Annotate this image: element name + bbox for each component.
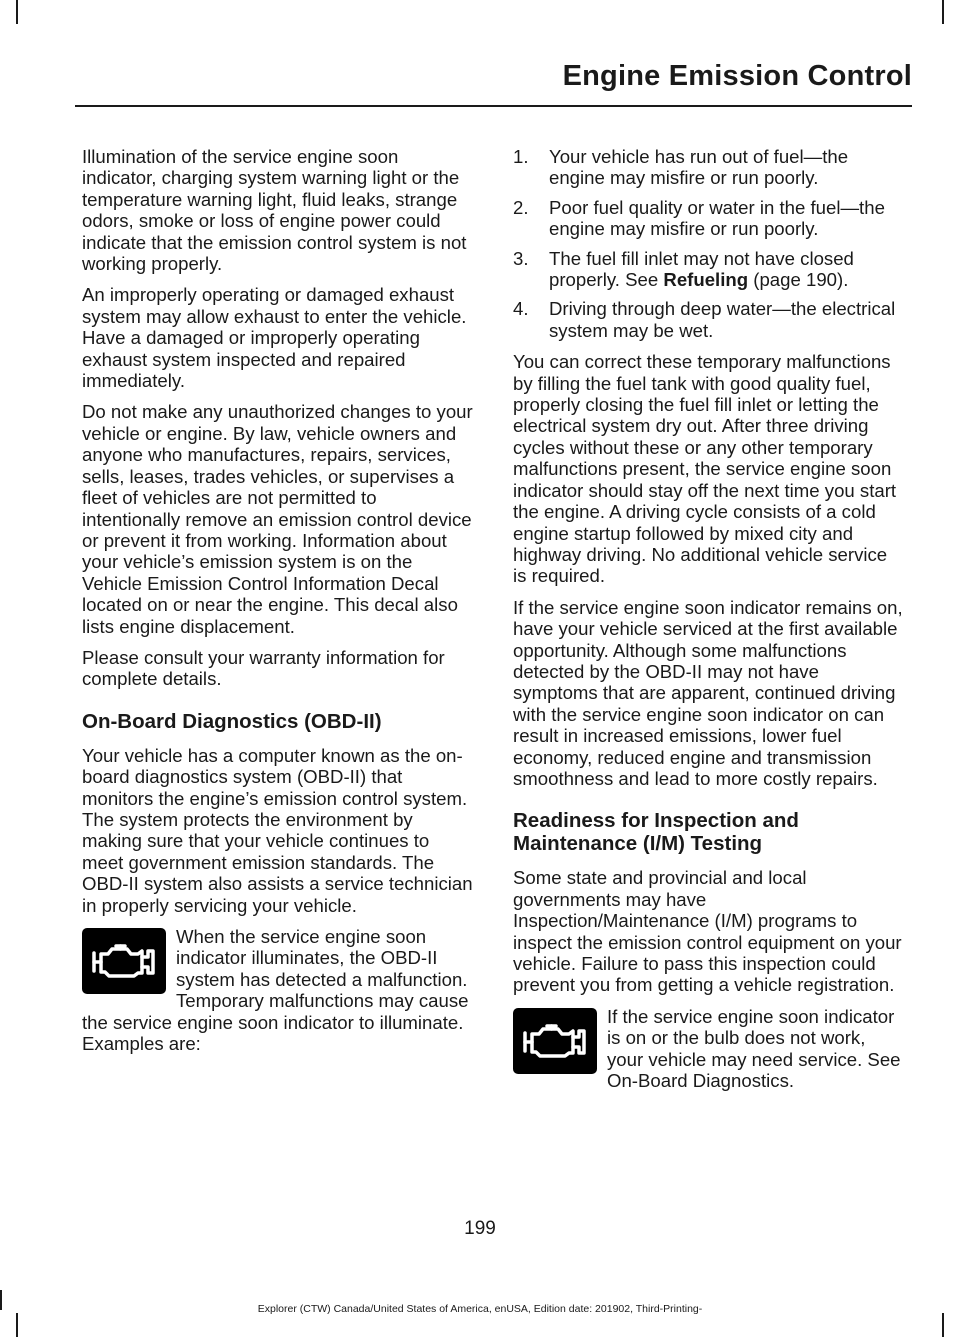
list-number: 4. bbox=[513, 298, 529, 320]
paragraph: You can correct these temporary malfunctions by filling the fuel tank with good quality fuel, properly closing the fuel fill inlet or letting the electrical system dry out. After three driving cycles without these or any other temporary malfunctions present, the service engine soon indicator should stay off the next time you start the engine. A driving cycle consists of a cold engine startup followed by mixed city and highway driving. No additional vehicle service is required. bbox=[513, 351, 897, 587]
paragraph: Illumination of the service engine soon indicator, charging system warning light or the temperature warning light, fluid leaks, strange odors, smoke or loss of engine power could indicate that the emission control system is not working properly. bbox=[82, 146, 467, 275]
paragraph: Some state and provincial and local governments may have Inspection/Maintenance (I/M) programs to inspect the emission control equipment on your vehicle. Failure to pass this inspection could prevent you from getting a vehicle registration. bbox=[513, 867, 902, 996]
list-item bbox=[513, 146, 905, 189]
crop-mark-bottom-right bbox=[942, 1313, 944, 1337]
icon-paragraph bbox=[82, 926, 474, 1054]
engine-check-icon bbox=[82, 928, 166, 994]
list-text: Driving through deep water—the electrical system may be wet. bbox=[549, 298, 896, 341]
engine-check-icon-glyph bbox=[91, 941, 157, 981]
refueling-link[interactable]: Refueling bbox=[663, 269, 749, 291]
paragraph: When the service engine soon indicator illuminates, the OBD-II system has detected a malfunction. Temporary malfunctions may cause the service engine soon indicator to illuminate. Examples are: bbox=[82, 926, 469, 1055]
list-text: (page 190). bbox=[748, 269, 849, 291]
list-item bbox=[513, 197, 905, 240]
crop-mark-top-left bbox=[16, 0, 18, 24]
paragraph: If the service engine soon indicator is on or the bulb does not work, your vehicle may need service. See On-Board Diagnostics. bbox=[607, 1005, 901, 1092]
paragraph: Your vehicle has a computer known as the on-board diagnostics system (OBD-II) that monitors the engine’s emission control system. The system protects the environment by making sure that your vehicle continues to meet government emission standards. The OBD-II system also assists a service technician in properly servicing your vehicle. bbox=[82, 744, 473, 916]
list-number: 1. bbox=[513, 146, 529, 167]
list-text: Poor fuel quality or water in the fuel—the engine may misfire or run poorly. bbox=[549, 196, 885, 240]
icon-paragraph bbox=[513, 1006, 905, 1092]
list-item bbox=[513, 248, 905, 291]
edition-line: Explorer (CTW) Canada/United States of America, enUSA, Edition date: 201902, Third-Printing- bbox=[257, 1303, 703, 1315]
list-number: 2. bbox=[513, 196, 529, 218]
engine-check-icon-glyph bbox=[522, 1021, 588, 1061]
left-column bbox=[82, 146, 474, 1064]
examples-list bbox=[513, 146, 905, 341]
paragraph: Please consult your warranty information for complete details. bbox=[82, 646, 445, 690]
right-column bbox=[513, 146, 905, 1101]
list-item bbox=[513, 298, 905, 341]
section-heading-obd: On-Board Diagnostics (OBD-II) bbox=[82, 709, 382, 733]
section-heading-im: Readiness for Inspection and Maintenance (I/M) Testing bbox=[513, 809, 799, 856]
header-rule bbox=[75, 105, 912, 107]
paragraph: An improperly operating or damaged exhaust system may allow exhaust to enter the vehicle. Have a damaged or improperly operating exhaust system inspected and repaired immediately. bbox=[82, 284, 467, 392]
page-number: 199 bbox=[464, 1218, 496, 1239]
list-text: Your vehicle has run out of fuel—the engine may misfire or run poorly. bbox=[549, 146, 849, 189]
paragraph: If the service engine soon indicator remains on, have your vehicle serviced at the first available opportunity. Although some malfunctions detected by the OBD-II may not have symptoms that are apparent, continued driving with the service engine soon indicator on can result in increased emissions, lower fuel economy, reduced engine and transmission smoothness and lead to more costly repairs. bbox=[513, 596, 903, 789]
list-text: The fuel fill inlet may not have closed properly. See bbox=[549, 247, 854, 291]
engine-check-icon bbox=[513, 1008, 597, 1074]
crop-mark-top-right bbox=[942, 0, 944, 24]
list-number: 3. bbox=[513, 247, 529, 269]
paragraph: Do not make any unauthorized changes to your vehicle or engine. By law, vehicle owners and anyone who manufactures, repairs, services, sells, leases, trades vehicles, or supervises a fleet of vehicles are not permitted to intentionally remove an emission control device or prevent it from working. Information about your vehicle’s emission system is on the Vehicle Emission Control Information Decal located on or near the engine. This decal also lists engine displacement. bbox=[82, 401, 473, 637]
crop-mark-bottom-left bbox=[16, 1313, 18, 1337]
page-title: Engine Emission Control bbox=[562, 60, 912, 92]
